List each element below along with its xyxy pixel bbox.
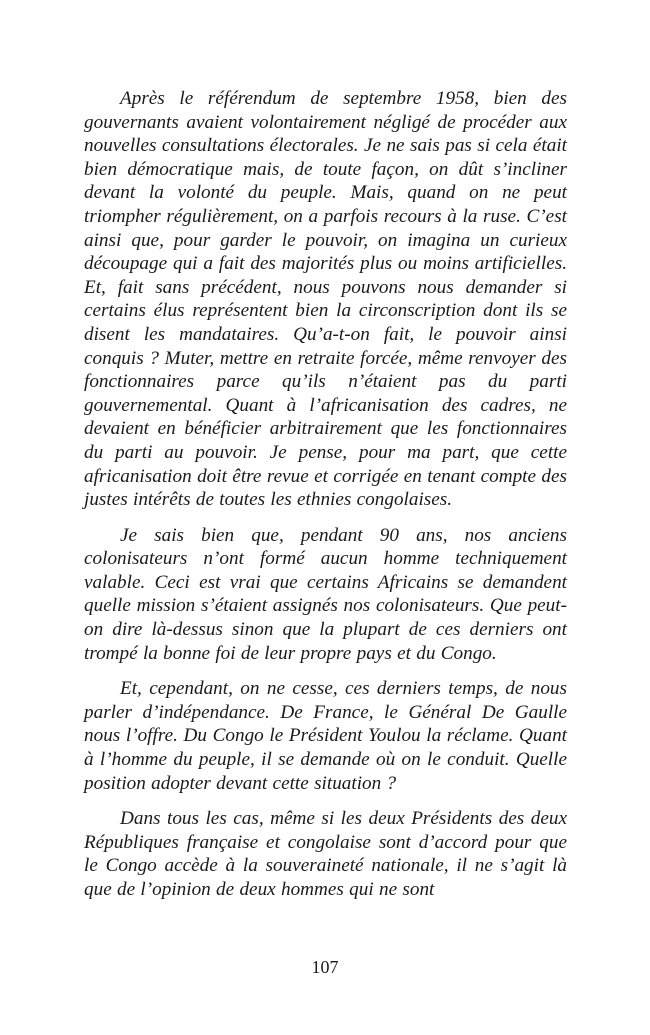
paragraph-3: Et, cependant, on ne cesse, ces derniers temps, de nous parler d’indépendance. De France, le Général De Gaulle nous l’offre. Du Congo le Président Youlou la réclame. Quant à l’homme du peuple, il se demande où on le conduit. Quelle position adopter devant cette situation ? (84, 678, 567, 794)
page-number: 107 (311, 957, 339, 977)
paragraph-2: Je sais bien que, pendant 90 ans, nos anciens colonisateurs n’ont formé aucun homme techniquement valable. Ceci est vrai que certains Africains se demandent quelle mission s’étaient assignés nos colonisateurs. Que peut-on dire là-dessus sinon que la plupart de ces derniers ont trompé la bonne foi de leur propre pays et du Congo. (84, 524, 567, 664)
page-body (84, 87, 567, 914)
paragraph-1: Après le référendum de septembre 1958, bien des gouvernants avaient volontairement négligé de procéder aux nouvelles consultations électorales. Je ne sais pas si cela était bien démocratique mais, de toute façon, on dût s’incliner devant la volonté du peuple. Mais, quand on ne peut triompher régulièrement, on a parfois recours à la ruse. C’est ainsi que, pour garder le pouvoir, on imagina un curieux découpage qui a fait des majorités plus ou moins artificielles. Et, fait sans précédent, nous pouvons nous demander si certains élus représentent bien la circonscription dont ils se disent les mandataires. Qu’a-t-on fait, le pouvoir ainsi conquis ? Muter, mettre en retraite forcée, même renvoyer des fonctionnaires parce qu’ils n’étaient pas du parti gouvernemental. Quant à l’africanisation des cadres, ne devaient en bénéficier arbitrairement que les fonctionnaires du parti au pouvoir. Je pense, pour ma part, que cette africanisation doit être revue et corrigée en tenant compte des justes intérêts de toutes les ethnies congolaises. (84, 88, 567, 511)
paragraph-4: Dans tous les cas, même si les deux Présidents des deux Républiques française et congolaise sont d’accord pour que le Congo accède à la souveraineté nationale, il ne s’agit là que de l’opinion de deux hommes qui ne sont (84, 808, 567, 900)
